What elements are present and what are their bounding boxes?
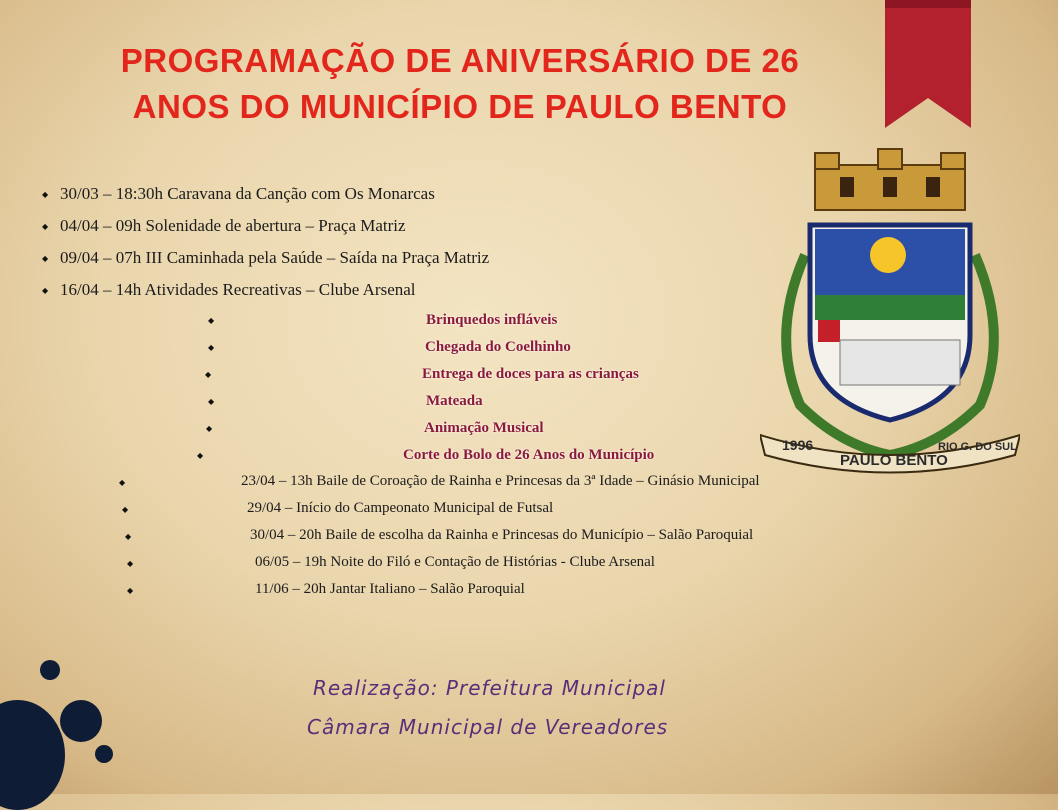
crest-name: PAULO BENTO [840, 452, 948, 469]
activity-item: Mateada [426, 393, 483, 409]
municipal-crest [760, 145, 1020, 475]
bullet-icon: ◆ [42, 222, 49, 231]
event-item: 04/04 – 09h Solenidade de abertura – Praça Matriz [60, 216, 406, 235]
activity-item: Brinquedos infláveis [426, 312, 558, 328]
page-title [40, 38, 880, 130]
event-item: 09/04 – 07h III Caminhada pela Saúde – Saída na Praça Matriz [60, 248, 490, 267]
ink-stain [60, 700, 102, 742]
bullet-icon: ◆ [208, 343, 215, 352]
ink-stain [40, 660, 60, 680]
event-item: 11/06 – 20h Jantar Italiano – Salão Paroquial [255, 581, 525, 597]
bullet-icon: ◆ [208, 397, 215, 406]
title-line-2: ANOS DO MUNICÍPIO DE PAULO BENTO [132, 88, 788, 125]
activity-item: Animação Musical [424, 420, 544, 436]
event-item: 30/04 – 20h Baile de escolha da Rainha e Princesas do Município – Salão Paroquial [250, 527, 754, 543]
bullet-icon: ◆ [205, 370, 212, 379]
bullet-icon: ◆ [125, 532, 132, 541]
bullet-icon: ◆ [206, 424, 213, 433]
ribbon-bookmark [885, 0, 971, 128]
bullet-icon: ◆ [119, 478, 126, 487]
crest-state: RIO G. DO SUL [938, 441, 1017, 453]
activity-item: Chegada do Coelhinho [425, 339, 571, 355]
bullet-icon: ◆ [208, 316, 215, 325]
event-item: 23/04 – 13h Baile de Coroação de Rainha e Princesas da 3ª Idade – Ginásio Municipal [241, 473, 760, 489]
event-item: 30/03 – 18:30h Caravana da Canção com Os Monarcas [60, 184, 435, 203]
bullet-icon: ◆ [197, 451, 204, 460]
event-item: 29/04 – Início do Campeonato Municipal de Futsal [247, 500, 554, 516]
bullet-icon: ◆ [42, 286, 49, 295]
activity-item: Entrega de doces para as crianças [422, 366, 639, 382]
title-line-1: PROGRAMAÇÃO DE ANIVERSÁRIO DE 26 [120, 42, 800, 79]
bullet-icon: ◆ [127, 559, 134, 568]
footer-line-2: Câmara Municipal de Vereadores [307, 715, 669, 739]
event-item: 16/04 – 14h Atividades Recreativas – Clube Arsenal [60, 280, 416, 299]
event-item: 06/05 – 19h Noite do Filó e Contação de Histórias - Clube Arsenal [255, 554, 655, 570]
activity-item: Corte do Bolo de 26 Anos do Município [403, 447, 655, 463]
bullet-icon: ◆ [42, 190, 49, 199]
footer-line-1: Realização: Prefeitura Municipal [313, 676, 666, 700]
bullet-icon: ◆ [127, 586, 134, 595]
ink-stain [95, 745, 113, 763]
bullet-icon: ◆ [122, 505, 129, 514]
bullet-icon: ◆ [42, 254, 49, 263]
crest-year: 1996 [782, 437, 814, 453]
